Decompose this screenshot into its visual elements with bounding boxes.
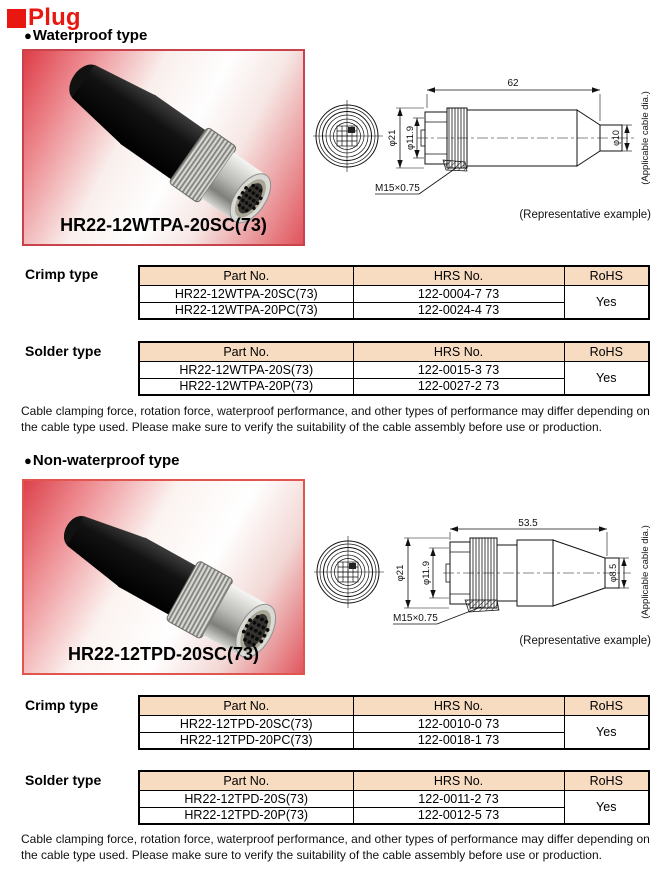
rohs-cell: Yes [564, 715, 649, 749]
hrs-no-cell: 122-0018-1 73 [353, 732, 564, 749]
thread-spec: M15×0.75 [375, 183, 420, 194]
col-header-hrs-no: HRS No. [353, 266, 564, 285]
page-title: Plug [28, 4, 81, 31]
col-header-part-no: Part No. [139, 342, 353, 361]
dim-inner-diameter: φ11.9 [421, 561, 432, 585]
table-row [139, 715, 649, 732]
table-label-solder-waterproof: Solder type [25, 343, 102, 359]
col-header-hrs-no: HRS No. [353, 342, 564, 361]
dim-inner-diameter: φ11.9 [405, 126, 416, 150]
part-no-cell: HR22-12WTPA-20P(73) [139, 378, 353, 395]
solder-table-non-waterproof [138, 770, 650, 825]
crimp-table-non-waterproof [138, 695, 650, 750]
part-no-cell: HR22-12TPD-20SC(73) [139, 715, 353, 732]
photo-caption: HR22-12WTPA-20SC(73) [60, 215, 267, 235]
dim-cable-diameter: φ10 [611, 130, 621, 146]
part-no-cell: HR22-12TPD-20P(73) [139, 807, 353, 824]
hrs-no-cell: 122-0011-2 73 [353, 790, 564, 807]
cable-note-non-waterproof: Cable clamping force, rotation force, waterproof performance, and other types of performance may differ depending on the cable type used. Please make sure to verify the suitability of the cable assembly before use or production. [21, 832, 650, 862]
rohs-cell: Yes [564, 790, 649, 824]
col-header-hrs-no: HRS No. [353, 771, 564, 790]
hrs-no-cell: 122-0024-4 73 [353, 302, 564, 319]
col-header-rohs: RoHS [564, 266, 649, 285]
technical-drawing-waterproof [313, 72, 661, 224]
table-label-crimp-non-waterproof: Crimp type [25, 697, 99, 713]
product-photo-waterproof [22, 49, 305, 246]
table-row [139, 285, 649, 302]
cable-dia-note: (Applicable cable dia.) [640, 525, 651, 619]
col-header-part-no: Part No. [139, 266, 353, 285]
cable-dia-note: (Applicable cable dia.) [640, 91, 651, 185]
part-no-cell: HR22-12WTPA-20S(73) [139, 361, 353, 378]
cable-note-waterproof: Cable clamping force, rotation force, waterproof performance, and other types of performance may differ depending on the cable type used. Please make sure to verify the suitability of the cable assembly before use or production. [21, 404, 650, 434]
section-heading-label: Waterproof type [32, 27, 148, 44]
col-header-rohs: RoHS [564, 342, 649, 361]
part-no-cell: HR22-12WTPA-20PC(73) [139, 302, 353, 319]
part-no-cell: HR22-12TPD-20S(73) [139, 790, 353, 807]
dim-outer-diameter: φ21 [395, 564, 406, 582]
bullet-icon: ● [24, 453, 32, 468]
table-row [139, 361, 649, 378]
representative-example-note: (Representative example) [519, 209, 651, 221]
hrs-no-cell: 122-0012-5 73 [353, 807, 564, 824]
col-header-rohs: RoHS [564, 696, 649, 715]
part-no-cell: HR22-12TPD-20PC(73) [139, 732, 353, 749]
col-header-rohs: RoHS [564, 771, 649, 790]
col-header-hrs-no: HRS No. [353, 696, 564, 715]
rohs-cell: Yes [564, 361, 649, 395]
solder-table-waterproof [138, 341, 650, 396]
bullet-icon: ● [24, 28, 32, 43]
hrs-no-cell: 122-0010-0 73 [353, 715, 564, 732]
red-square-icon [7, 9, 26, 28]
hrs-no-cell: 122-0004-7 73 [353, 285, 564, 302]
section-heading-label: Non-waterproof type [32, 452, 180, 469]
product-photo-non-waterproof [22, 479, 305, 675]
table-label-solder-non-waterproof: Solder type [25, 772, 102, 788]
dim-overall-length: 62 [507, 78, 519, 89]
section-heading-non-waterproof [24, 452, 180, 469]
technical-drawing-non-waterproof [313, 500, 661, 652]
thread-spec: M15×0.75 [393, 613, 438, 624]
table-label-crimp-waterproof: Crimp type [25, 266, 99, 282]
part-no-cell: HR22-12WTPA-20SC(73) [139, 285, 353, 302]
rohs-cell: Yes [564, 285, 649, 319]
representative-example-note: (Representative example) [519, 635, 651, 647]
col-header-part-no: Part No. [139, 696, 353, 715]
dim-cable-diameter: φ8.5 [608, 563, 618, 583]
hrs-no-cell: 122-0027-2 73 [353, 378, 564, 395]
photo-caption: HR22-12TPD-20SC(73) [67, 644, 260, 664]
section-heading-waterproof [24, 27, 147, 44]
table-row [139, 790, 649, 807]
dim-outer-diameter: φ21 [387, 129, 398, 147]
col-header-part-no: Part No. [139, 771, 353, 790]
crimp-table-waterproof [138, 265, 650, 320]
hrs-no-cell: 122-0015-3 73 [353, 361, 564, 378]
dim-overall-length: 53.5 [518, 518, 538, 529]
